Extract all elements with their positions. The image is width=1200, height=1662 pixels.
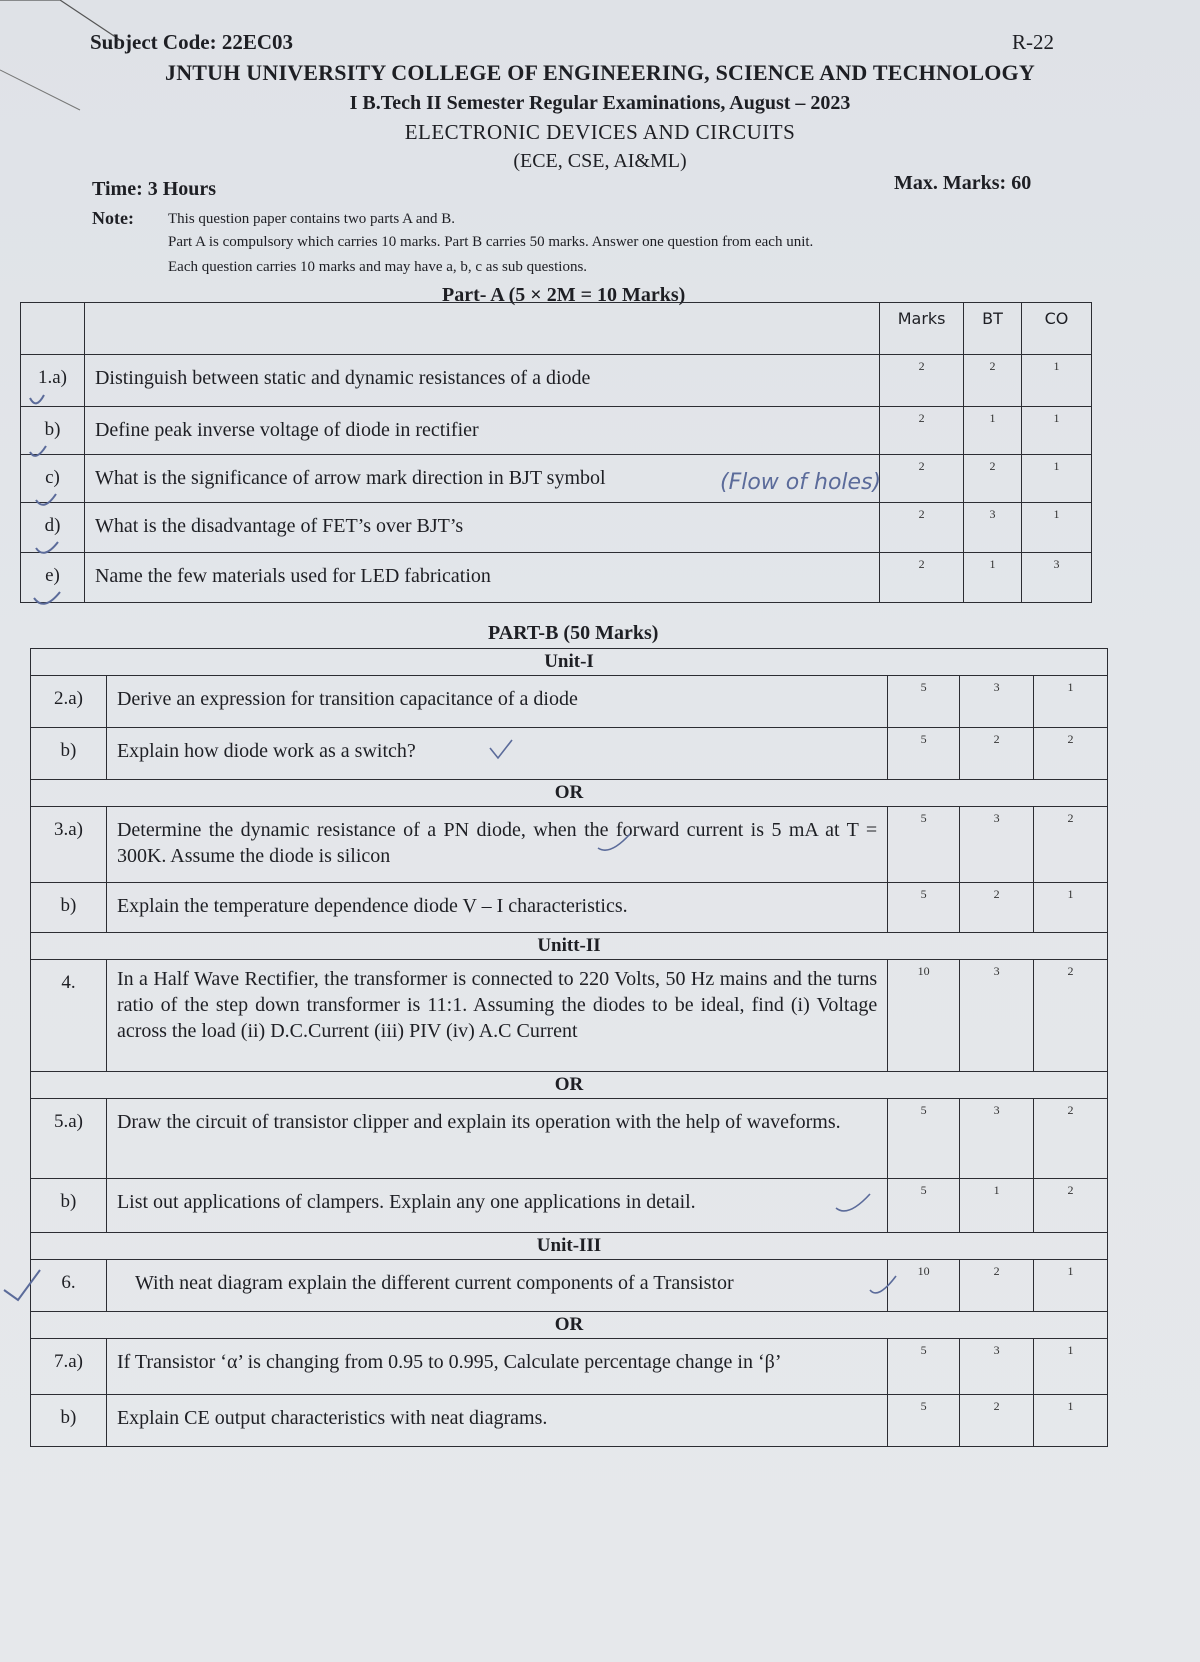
- bt-cell: 1: [960, 1179, 1034, 1233]
- note-line: Each question carries 10 marks and may have a, b, c as sub questions.: [168, 259, 588, 275]
- part-b-title: PART-B (50 Marks): [488, 622, 659, 644]
- question-number: b): [31, 728, 107, 780]
- marks-cell: 2: [880, 503, 964, 553]
- co-cell: 1: [1034, 883, 1108, 933]
- bt-cell: 2: [960, 728, 1034, 780]
- question-text: Name the few materials used for LED fabrication: [84, 553, 879, 603]
- table-row: [31, 1339, 1108, 1395]
- question-text: Define peak inverse voltage of diode in rectifier: [84, 407, 879, 455]
- table-row: [21, 553, 1092, 603]
- part-a-title: Part- A (5 × 2M = 10 Marks): [442, 284, 686, 306]
- bt-cell: 3: [964, 503, 1022, 553]
- question-number: e): [21, 553, 85, 603]
- question-text: Derive an expression for transition capacitance of a diode: [106, 676, 887, 728]
- question-text: Determine the dynamic resistance of a PN diode, when the forward current is 5 mA at T = 300K. Assume the diode is silicon: [106, 807, 887, 883]
- note-line: Part A is compulsory which carries 10 marks. Part B carries 50 marks. Answer one question from each unit.: [168, 234, 814, 250]
- branches: (ECE, CSE, AI&ML): [513, 150, 687, 172]
- or-separator: [31, 1072, 1108, 1099]
- co-cell: 1: [1034, 1260, 1108, 1312]
- table-row: [31, 676, 1108, 728]
- unit-heading-row: [31, 933, 1108, 960]
- table-row: [21, 355, 1092, 407]
- table-row: [31, 1179, 1108, 1233]
- question-text: Distinguish between static and dynamic resistances of a diode: [84, 355, 879, 407]
- marks-cell: 5: [888, 728, 960, 780]
- table-row: [31, 807, 1108, 883]
- table-row: [21, 455, 1092, 503]
- marks-cell: 5: [888, 1099, 960, 1179]
- marks-header: Marks: [880, 303, 964, 355]
- co-cell: 2: [1034, 1179, 1108, 1233]
- question-text: List out applications of clampers. Explain any one applications in detail.: [106, 1179, 887, 1233]
- question-number: b): [21, 407, 85, 455]
- or-separator: [31, 780, 1108, 807]
- bt-cell: 3: [960, 1339, 1034, 1395]
- question-number: b): [31, 1395, 107, 1447]
- co-cell: 3: [1022, 553, 1092, 603]
- bt-cell: 1: [964, 553, 1022, 603]
- co-cell: 1: [1022, 407, 1092, 455]
- bt-cell: 3: [960, 676, 1034, 728]
- co-cell: 1: [1022, 455, 1092, 503]
- question-number: 1.a): [21, 355, 85, 407]
- question-text: Draw the circuit of transistor clipper and explain its operation with the help of waveforms.: [106, 1099, 887, 1179]
- marks-cell: 5: [888, 1395, 960, 1447]
- bt-cell: 2: [964, 455, 1022, 503]
- note-label: Note:: [92, 208, 134, 228]
- question-number: 2.a): [31, 676, 107, 728]
- marks-cell: 5: [888, 1339, 960, 1395]
- question-number: d): [21, 503, 85, 553]
- co-cell: 1: [1034, 1339, 1108, 1395]
- co-cell: 1: [1034, 676, 1108, 728]
- table-row: [31, 960, 1108, 1072]
- university-name: JNTUH UNIVERSITY COLLEGE OF ENGINEERING, SCIENCE AND TECHNOLOGY: [165, 60, 1035, 85]
- unit-label: Unit-III: [31, 1233, 1108, 1260]
- marks-cell: 2: [880, 355, 964, 407]
- or-label: OR: [31, 780, 1108, 807]
- question-number: 7.a): [31, 1339, 107, 1395]
- question-number: c): [21, 455, 85, 503]
- co-cell: 2: [1034, 807, 1108, 883]
- table-row: [21, 407, 1092, 455]
- question-number: 4.: [31, 960, 107, 1072]
- marks-cell: 2: [880, 455, 964, 503]
- bt-header: BT: [964, 303, 1022, 355]
- bt-cell: 2: [964, 355, 1022, 407]
- table-header-row: [21, 303, 1092, 355]
- course-title: ELECTRONIC DEVICES AND CIRCUITS: [404, 120, 796, 144]
- marks-cell: 5: [888, 676, 960, 728]
- or-label: OR: [31, 1072, 1108, 1099]
- unit-heading-row: [31, 1233, 1108, 1260]
- co-cell: 2: [1034, 960, 1108, 1072]
- marks-cell: 10: [888, 1260, 960, 1312]
- table-row: [21, 503, 1092, 553]
- bt-cell: 1: [964, 407, 1022, 455]
- exam-title: I B.Tech II Semester Regular Examinations, August – 2023: [349, 92, 851, 114]
- handwritten-annotation: (Flow of holes): [720, 470, 882, 495]
- unit-heading-row: [31, 649, 1108, 676]
- question-text: Explain the temperature dependence diode V – I characteristics.: [106, 883, 887, 933]
- question-number: 6.: [31, 1260, 107, 1312]
- marks-cell: 5: [888, 807, 960, 883]
- question-text: If Transistor ‘α’ is changing from 0.95 to 0.995, Calculate percentage change in ‘β’: [106, 1339, 887, 1395]
- or-separator: [31, 1312, 1108, 1339]
- bt-cell: 3: [960, 807, 1034, 883]
- subject-code: Subject Code: 22EC03: [90, 30, 293, 54]
- bt-cell: 3: [960, 960, 1034, 1072]
- co-cell: 1: [1034, 1395, 1108, 1447]
- question-text: Explain how diode work as a switch?: [106, 728, 887, 780]
- table-row: [31, 728, 1108, 780]
- question-number: b): [31, 1179, 107, 1233]
- question-text: In a Half Wave Rectifier, the transformer is connected to 220 Volts, 50 Hz mains and the turns ratio of the step down transformer is 11:1. Assuming the diodes to be ideal, find (i) Voltage across the load (ii) D.C.Current (iii) PIV (iv) A.C Current: [106, 960, 887, 1072]
- question-number: 3.a): [31, 807, 107, 883]
- part-a-table: [20, 302, 1092, 603]
- part-b-table: [30, 648, 1108, 1447]
- marks-cell: 2: [880, 407, 964, 455]
- co-cell: 1: [1022, 503, 1092, 553]
- bt-cell: 2: [960, 1260, 1034, 1312]
- bt-cell: 3: [960, 1099, 1034, 1179]
- co-cell: 1: [1022, 355, 1092, 407]
- regulation-code: R-22: [1012, 30, 1054, 54]
- co-cell: 2: [1034, 1099, 1108, 1179]
- exam-time: Time: 3 Hours: [92, 178, 217, 200]
- bt-cell: 2: [960, 883, 1034, 933]
- or-label: OR: [31, 1312, 1108, 1339]
- marks-cell: 5: [888, 883, 960, 933]
- question-text: Explain CE output characteristics with neat diagrams.: [106, 1395, 887, 1447]
- table-row: [31, 1395, 1108, 1447]
- unit-label: Unitt-II: [31, 933, 1108, 960]
- question-number: 5.a): [31, 1099, 107, 1179]
- marks-cell: 2: [880, 553, 964, 603]
- max-marks: Max. Marks: 60: [894, 172, 1032, 194]
- question-text: With neat diagram explain the different current components of a Transistor: [106, 1260, 887, 1312]
- question-text: What is the significance of arrow mark direction in BJT symbol: [84, 455, 879, 503]
- marks-cell: 5: [888, 1179, 960, 1233]
- note-line: This question paper contains two parts A and B.: [168, 211, 456, 227]
- co-header: CO: [1022, 303, 1092, 355]
- unit-label: Unit-I: [31, 649, 1108, 676]
- table-row: [31, 883, 1108, 933]
- marks-cell: 10: [888, 960, 960, 1072]
- bt-cell: 2: [960, 1395, 1034, 1447]
- question-text: What is the disadvantage of FET’s over BJT’s: [84, 503, 879, 553]
- table-row: [31, 1099, 1108, 1179]
- table-row: [31, 1260, 1108, 1312]
- question-number: b): [31, 883, 107, 933]
- co-cell: 2: [1034, 728, 1108, 780]
